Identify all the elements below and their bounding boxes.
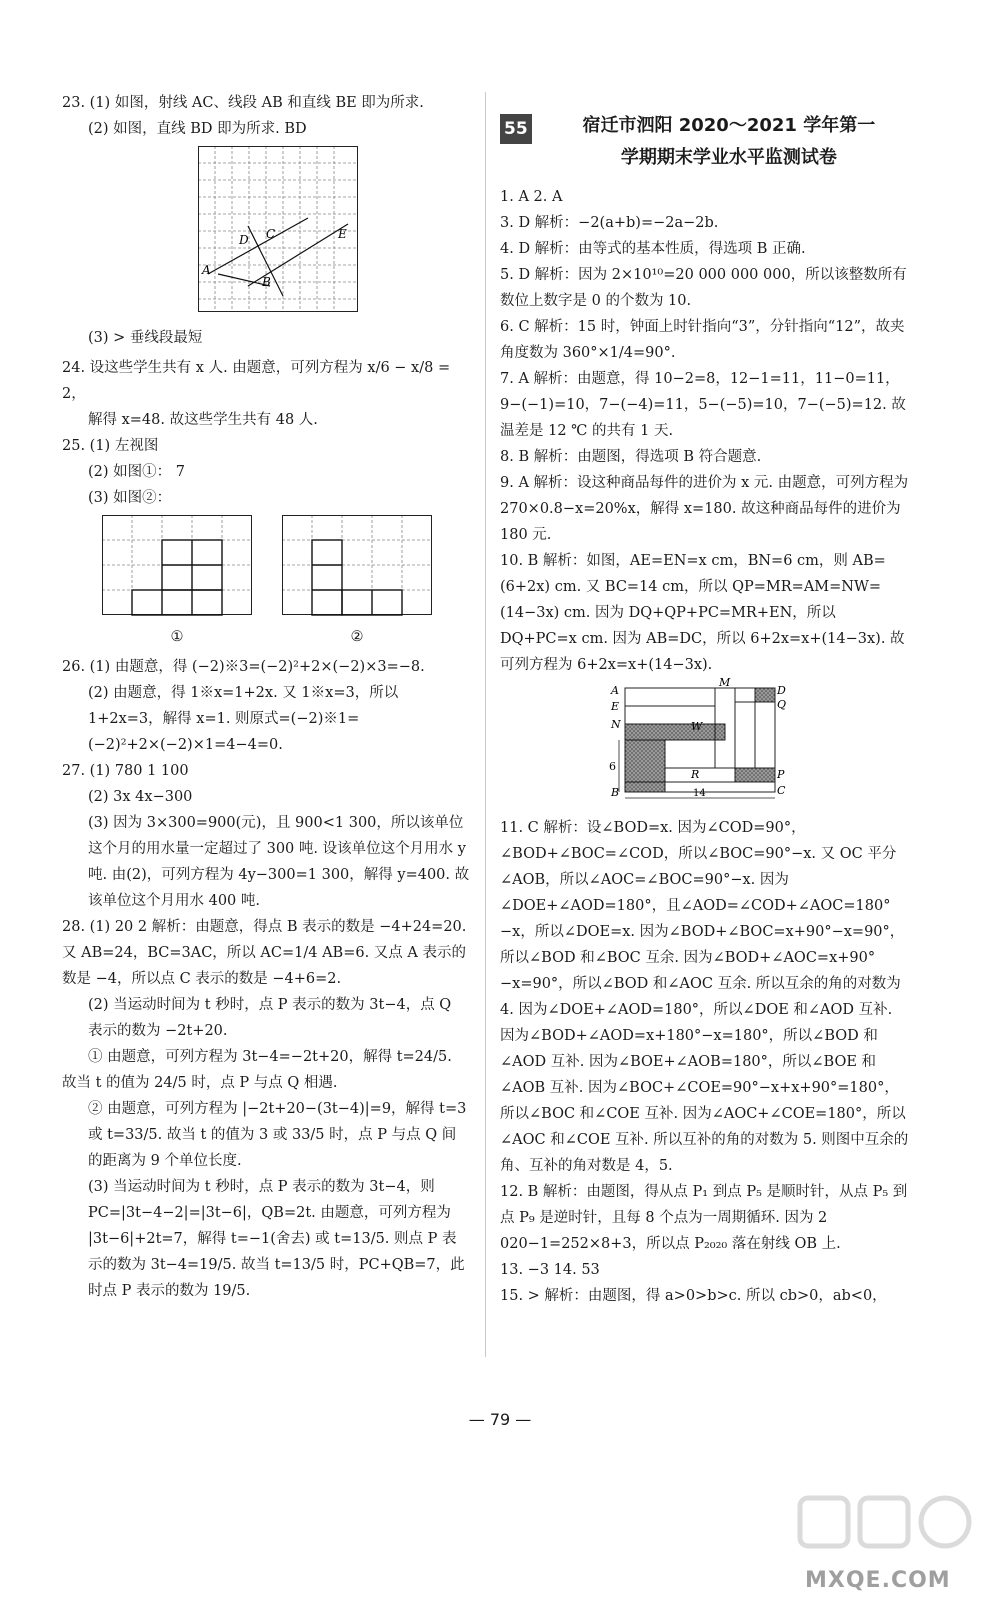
q27-part3: (3) 因为 3×300=900(元)，且 900<1 300，所以该单位这个月的用水量一定超过了 300 吨. 设该单位这个月用水 y 吨. 由(2)，可列方程为 4y−300=1 300，解得 y=400. 故该单位这个月用水 400 吨. [88, 815, 470, 909]
q28-part3: ① 由题意，可列方程为 3t−4=−2t+20，解得 t=24/5. [88, 1049, 452, 1065]
fig10-label-D: D [777, 684, 786, 697]
answer-6: 6. C 解析：15 时，钟面上时针指向“3”，分针指向“12”，故夹角度数为 360°×1/4=90°. [500, 319, 905, 361]
answer-9: 9. A 解析：设这种商品每件的进价为 x 元. 由题意，可列方程为 270×0.8−x=20%x，解得 x=180. 故这种商品每件的进价为 180 元. [500, 475, 909, 543]
exam-header [500, 110, 910, 174]
rectangle-diagram [605, 676, 787, 802]
fig10-label-E: E [611, 700, 620, 713]
q23-part2: (2) 如图，直线 BD 即为所求. BD [88, 121, 307, 137]
q25-part3: (3) 如图②： [88, 490, 172, 506]
q28-part1: 28. (1) 20 2 解析：由题意，得点 B 表示的数是 −4+24=20. 又 AB=24，BC=3AC，所以 AC=1/4 AB=6. 又点 A 表示的数是 −4，所以点 C 表示的数是 −4+6=2. [62, 919, 467, 987]
answer-11: 11. C 解析：设∠BOD=x. 因为∠COD=90°，∠BOD+∠BOC=∠COD，所以∠BOC=90°−x. 又 OC 平分∠AOB，所以∠AOC=∠BOC=90°−x. 因为∠DOE+∠AOD=180°，且∠AOD=∠COD+∠AOC=180°−x，所以∠DOE=x. 因为∠BOD+∠BOC=x+90°−x=90°，所以∠BOD 和∠BOC 互余. 因为∠BOD+∠AOC=x+90°−x=90°，所以∠BOD 和∠AOC 互余. 所以互余的角的对数为 4. 因为∠DOE+∠AOD=180°，所以∠DOE 和∠AOD 互补. 因为∠BOD+∠AOD=x+180°−x=180°，所以∠BOD 和∠AOD 互补. 因为∠BOE+∠AOB=180°，所以∠BOE 和∠AOB 互补. 因为∠BOC+∠COE=90°−x+x+90°=180°，所以∠BOC 和∠COE 互补. 因为∠AOC+∠COE=180°，所以∠AOC 和∠COE 互补. 所以互补的角的对数为 5. 则图中互余的角、互补的角对数是 4，5. [500, 820, 909, 1174]
q28-part2: (2) 当运动时间为 t 秒时，点 P 表示的数为 3t−4，点 Q 表示的数为 −2t+20. [88, 997, 452, 1039]
view-1 [102, 515, 252, 650]
fig10-label-C: C [777, 784, 786, 797]
q25-part2: (2) 如图①： 7 [88, 464, 185, 480]
fig10-label-6: 6 [609, 760, 616, 773]
label-E: E [338, 227, 347, 241]
q26-part1: 26. (1) 由题意，得 (−2)※3=(−2)²+2×(−2)×3=−8. [62, 659, 425, 675]
answer-15: 15. > 解析：由题图，得 a>0>b>c. 所以 cb>0，ab<0， [500, 1288, 887, 1304]
fig10-label-A: A [611, 684, 619, 697]
fig10-label-W: W [691, 720, 703, 733]
answer-7: 7. A 解析：由题意，得 10−2=8，12−1=11，11−0=11，9−(−1)=10，7−(−4)=11，5−(−5)=10，7−(−5)=12. 故温差是 12 ℃ 的共有 1 天. [500, 371, 906, 439]
figure-25-views [62, 515, 470, 650]
column-divider [485, 92, 486, 1357]
exam-title [548, 110, 910, 174]
q23-part1: 23. (1) 如图，射线 AC、线段 AB 和直线 BE 即为所求. [62, 95, 424, 111]
view-2-label: ② [350, 629, 364, 645]
fig10-label-Q: Q [777, 698, 787, 711]
q24-line1: 24. 设这些学生共有 x 人. 由题意，可列方程为 x/6 − x/8 = 2， [62, 360, 451, 402]
answer-8: 8. B 解析：由题图，得选项 B 符合题意. [500, 449, 762, 465]
answer-1-2: 1. A 2. A [500, 189, 563, 205]
right-column [500, 90, 910, 1309]
label-A: A [202, 263, 211, 277]
fig10-label-N: N [611, 718, 621, 731]
q27-part2: (2) 3x 4x−300 [88, 789, 193, 805]
view-1-grid [102, 515, 252, 615]
view-1-label: ① [170, 629, 184, 645]
label-C: C [266, 227, 276, 241]
answer-3: 3. D 解析：−2(a+b)=−2a−2b. [500, 215, 719, 231]
fig10-label-M: M [719, 676, 731, 689]
fig10-label-B: B [611, 786, 620, 799]
q28-part6: (3) 当运动时间为 t 秒时，点 P 表示的数为 3t−4，则 PC=|3t−4−2|=|3t−6|，QB=2t. 由题意，可列方程为 |3t−6|+2t=7，解得 t=−1(舍去) 或 t=13/5. 则点 P 表示的数为 3t−4=19/5. 故当 t=13/5 时，PC+QB=7，此时点 P 表示的数为 19/5. [88, 1179, 465, 1299]
fig10-label-R: R [691, 768, 700, 781]
page-number: — 79 — [468, 1410, 532, 1429]
answer-12: 12. B 解析：由题图，得从点 P₁ 到点 P₅ 是顺时针，从点 P₅ 到点 P₉ 是逆时针，且每 8 个点为一周期循环. 因为 2 020−1=252×8+3，所以点 P₂₀₂₀ 落在射线 OB 上. [500, 1184, 908, 1252]
answer-4: 4. D 解析：由等式的基本性质，得选项 B 正确. [500, 241, 806, 257]
answer-13-14: 13. −3 14. 53 [500, 1262, 600, 1278]
q27-part1: 27. (1) 780 1 100 [62, 763, 189, 779]
figure-10-rectangles [500, 676, 910, 811]
grid-diagram [198, 146, 358, 312]
figure-23-grid [62, 146, 470, 321]
view-2 [282, 515, 432, 650]
q28-part4: 故当 t 的值为 24/5 时，点 P 与点 Q 相遇. [62, 1075, 338, 1091]
q24-line2: 解得 x=48. 故这些学生共有 48 人. [88, 412, 318, 428]
label-D: D [239, 233, 249, 247]
q23-part3: (3) > 垂线段最短 [88, 330, 203, 346]
exam-title-line1: 宿迁市泗阳 2020～2021 学年第一 [582, 115, 876, 136]
exam-number-badge: 55 [500, 114, 532, 144]
label-B: B [262, 275, 271, 289]
answer-10: 10. B 解析：如图，AE=EN=x cm，BN=6 cm，则 AB=(6+2x) cm. 又 BC=14 cm，所以 QP=MR=AM=NW=(14−3x) cm. 因为 DQ+QP+PC=MR+EN，所以 DQ+PC=x cm. 因为 AB=DC，所以 6+2x=x+(14−3x). 故可列方程为 6+2x=x+(14−3x). [500, 553, 905, 673]
q26-part2: (2) 由题意，得 1※x=1+2x. 又 1※x=3，所以 1+2x=3，解得 x=1. 则原式=(−2)※1=(−2)²+2×(−2)×1=4−4=0. [88, 685, 399, 753]
q28-part5: ② 由题意，可列方程为 |−2t+20−(3t−4)|=9，解得 t=3 或 t=33/5. 故当 t 的值为 3 或 33/5 时，点 P 与点 Q 间的距离为 9 个单位长度. [88, 1101, 467, 1169]
fig10-label-14: 14 [693, 788, 706, 799]
left-column [62, 90, 470, 1304]
fig10-label-P: P [777, 768, 785, 781]
watermark-text: MXQE.COM [805, 1568, 951, 1593]
q25-part1: 25. (1) 左视图 [62, 438, 159, 454]
answer-5: 5. D 解析：因为 2×10¹⁰=20 000 000 000，所以该整数所有数位上数字是 0 的个数为 10. [500, 267, 907, 309]
exam-title-line2: 学期期末学业水平监测试卷 [620, 147, 837, 168]
view-2-grid [282, 515, 432, 615]
